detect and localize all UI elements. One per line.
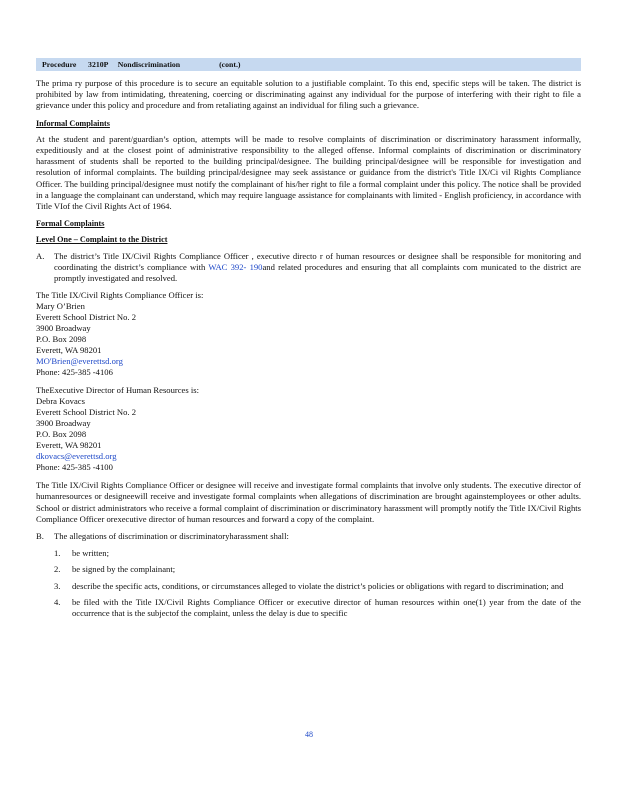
allegation-requirements-list: [54, 548, 581, 619]
intro-paragraph: The prima ry purpose of this procedure is to secure an equitable solution to a justifiable complaint. To this end, specific steps will be taken. The district is prohibited by law from intimidating, threatening, coercing or discriminating against any individual for the purpose of interfering with their right to file a grievance under this policy and procedure and from retaliating against an individual for filing such a grievance.: [36, 78, 581, 111]
list-item-number: 1.: [54, 548, 61, 559]
item-b: [36, 531, 581, 542]
page-content: [36, 58, 581, 624]
list-item-text: describe the specific acts, conditions, or circumstances alleged to violate the district’s policies or obligations with regard to discrimination; and: [72, 580, 564, 591]
item-a: [36, 251, 581, 285]
officer-intro: The Title IX/Civil Rights Compliance Officer is:: [36, 290, 204, 301]
list-item-text: be written;: [72, 548, 109, 559]
officer-name: Mary O’Brien: [36, 301, 85, 312]
list-item-text: be signed by the complainant;: [72, 564, 176, 575]
list-item-number: 2.: [54, 564, 61, 575]
list-item: [54, 581, 581, 592]
hr-director-contact: [36, 385, 581, 473]
item-a-label: A.: [36, 250, 45, 261]
list-item: [54, 564, 581, 575]
officer-pobox: P.O. Box 2098: [36, 334, 87, 345]
wac-link[interactable]: WAC 392- 190: [208, 261, 263, 272]
director-intro: TheExecutive Director of Human Resources is:: [36, 385, 199, 396]
director-street: 3900 Broadway: [36, 418, 91, 429]
director-name: Debra Kovacs: [36, 396, 85, 407]
list-item: [54, 548, 581, 559]
item-b-text: The allegations of discrimination or discriminatoryharassment shall:: [54, 531, 289, 542]
level-one-heading: Level One – Complaint to the District: [36, 235, 168, 245]
officer-city: Everett, WA 98201: [36, 345, 102, 356]
informal-complaints-paragraph: At the student and parent/guardian’s option, attempts will be made to resolve complaints of discrimination or discriminatory harassment informally, expeditiously and at the closest point of administrative responsibility to the alleged offense. Informal complaints of discrimination or discriminatory harassment of students shall be reported to the building principal/designee. The building principal/designee will be responsible for investigation and resolution of informal complaints. The building principal/designee may seek assistance or guidance from the district's Title IX/Ci vil Rights Compliance Officer. The building principal/designee must notify the complainant of his/her right to file a formal complaint under this policy. The notice shall be provided in a language the complainant can understand, which may require language assistance for complainants with limited - English proficiency, in accordance with Title VIof the Civil Rights Act of 1964.: [36, 133, 581, 212]
list-item-number: 4.: [54, 596, 61, 607]
officer-org: Everett School District No. 2: [36, 312, 137, 323]
procedure-header-bar: Procedure 3210P Nondiscrimination (cont.): [36, 58, 581, 71]
page-number: 48: [305, 730, 313, 739]
compliance-officer-contact: [36, 290, 581, 378]
director-pobox: P.O. Box 2098: [36, 429, 87, 440]
item-a-text: [54, 251, 581, 285]
item-b-label: B.: [36, 531, 44, 542]
list-item-text: be filed with the Title IX/Civil Rights Compliance Officer or executive director of human resources within one(1) year from the date of the occurrence that is the subjectof the complaint, unless the delay is due to specific: [72, 596, 581, 619]
list-item: [54, 597, 581, 619]
officer-phone: Phone: 425-385 -4106: [36, 367, 113, 378]
formal-complaints-heading: Formal Complaints: [36, 219, 105, 229]
officer-email-link[interactable]: MO'Brien@everettsd.org: [36, 356, 123, 367]
list-item-number: 3.: [54, 580, 61, 591]
item-a-text-after: and related procedures and ensuring that all complaints com municated to the district are promptly investigated and resolved.: [54, 261, 582, 284]
officer-street: 3900 Broadway: [36, 323, 91, 334]
director-phone: Phone: 425-385 -4100: [36, 462, 113, 473]
formal-complaints-paragraph: The Title IX/Civil Rights Compliance Officer or designee will receive and investigate formal complaints that involve only students. The executive director of humanresources or designeewill receive and investigate formal complaints when allegations of discrimination are brought againstemployees or other adults. School or district administrators who receive a formal complaint of discrimination or discriminatory harassment will promptly notify the Title IX/Civil Rights Compliance Officer orexecutive director of human resources and forward a copy of the complaint.: [36, 480, 581, 524]
director-email-link[interactable]: dkovacs@everettsd.org: [36, 451, 117, 462]
director-city: Everett, WA 98201: [36, 440, 102, 451]
item-a-text-before: The district’s Title IX/Civil Rights Compliance Officer , executive directo r of human resources or designee shall be responsible for monitoring and coordinating the district’s compliance with: [54, 250, 581, 272]
director-org: Everett School District No. 2: [36, 407, 137, 418]
informal-complaints-heading: Informal Complaints: [36, 118, 110, 128]
